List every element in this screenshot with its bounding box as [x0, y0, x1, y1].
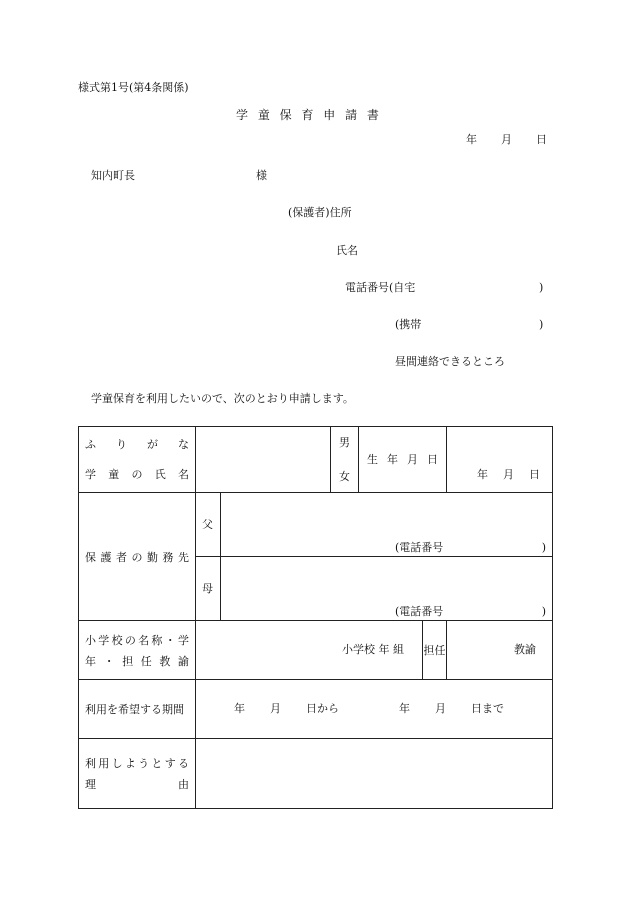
reason-label-cell	[79, 739, 196, 809]
addressee-name: 知内町長	[91, 169, 135, 182]
teacher-suffix: 教諭	[514, 643, 537, 656]
period-label: 利用を希望する期間	[85, 703, 184, 716]
form-number: 様式第1号(第4条関係)	[78, 81, 189, 94]
furigana-label: ふ り が な	[85, 438, 189, 451]
mother-label: 母	[202, 582, 213, 595]
row-school	[79, 621, 553, 680]
child-name-label: 学 童 の 氏 名	[85, 468, 189, 481]
birth-day-unit: 日	[529, 468, 541, 481]
period-from-year: 年	[234, 702, 245, 715]
reason-label-line2: 理 由	[85, 778, 189, 791]
period-to-day: 日まで	[471, 702, 504, 715]
name-label: 氏名	[336, 244, 358, 257]
mother-phone-label: (電話番号	[395, 605, 444, 618]
daytime-contact-label: 昼間連絡できるところ	[395, 355, 505, 368]
reason-input[interactable]	[196, 739, 553, 809]
school-label-cell	[79, 621, 196, 680]
application-statement: 学童保育を利用したいので、次のとおり申請します。	[91, 392, 354, 405]
row-reason	[79, 739, 553, 809]
homeroom-label: 担任	[423, 644, 446, 657]
application-table	[78, 426, 553, 809]
row-father-work	[79, 493, 553, 557]
phone-mobile-close: )	[539, 318, 544, 331]
school-input[interactable]	[196, 621, 423, 680]
child-name-input[interactable]	[196, 427, 331, 493]
period-input[interactable]	[196, 680, 553, 739]
period-label-cell	[79, 680, 196, 739]
address-label: (保護者)住所	[288, 206, 352, 219]
date-year: 年	[466, 133, 477, 146]
phone-mobile-label: (携帯	[395, 318, 422, 331]
phone-home-close: )	[539, 281, 544, 294]
birth-date-label: 生 年 月 日	[367, 453, 438, 466]
phone-home-label: 電話番号(自宅	[345, 281, 416, 294]
date-day: 日	[536, 133, 547, 146]
page-title: 学 童 保 育 申 請 書	[236, 108, 382, 122]
reason-label-line1: 利 用 し よ う と す る	[85, 757, 189, 770]
father-label: 父	[202, 518, 213, 531]
female-option[interactable]: 女	[339, 470, 350, 483]
father-label-cell	[196, 493, 221, 557]
period-to-month: 月	[435, 702, 446, 715]
mother-phone-close: )	[541, 605, 547, 618]
teacher-input[interactable]	[447, 621, 553, 680]
guardian-work-label: 保 護 者 の 勤 務 先	[85, 550, 189, 564]
addressee-honorific: 様	[256, 169, 267, 182]
date-month: 月	[501, 133, 512, 146]
birth-month-unit: 月	[503, 468, 515, 481]
period-to-year: 年	[399, 702, 410, 715]
birth-year-unit: 年	[477, 468, 489, 481]
mother-work-input[interactable]	[221, 557, 553, 621]
child-name-label-cell	[79, 427, 196, 493]
row-child-name	[79, 427, 553, 493]
period-from-month: 月	[270, 702, 281, 715]
male-option[interactable]: 男	[339, 436, 350, 449]
father-work-input[interactable]	[221, 493, 553, 557]
school-label-line2: 年 ・ 担 任 教 諭	[85, 654, 189, 668]
period-from-day: 日から	[306, 702, 339, 715]
guardian-work-label-cell	[79, 493, 196, 621]
school-grade-class: 小学校 年 組	[342, 643, 404, 656]
homeroom-label-cell	[423, 621, 447, 680]
mother-label-cell	[196, 557, 221, 621]
row-period	[79, 680, 553, 739]
father-phone-close: )	[541, 541, 547, 554]
birth-date-label-cell	[359, 427, 447, 493]
school-label-line1: 小 学 校 の 名 称 ・ 学	[85, 633, 189, 647]
gender-cell	[331, 427, 359, 493]
birth-date-input[interactable]	[447, 427, 553, 493]
father-phone-label: (電話番号	[395, 541, 444, 554]
